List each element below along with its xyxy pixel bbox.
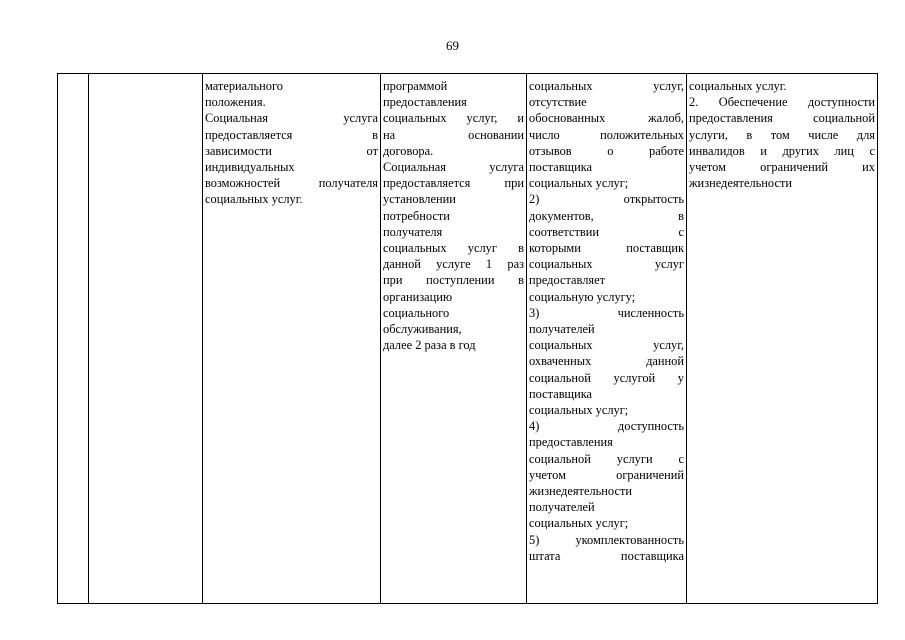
services-table [57,73,878,604]
cell-text-line: соответствии с [529,224,684,239]
cell-text-line: которыми поставщик [529,241,684,256]
cell-text-line: число положительных [529,127,684,142]
cell-text-line: инвалидов и других лиц с [689,143,875,158]
cell-text-line: зависимости от [205,143,378,158]
cell-text-line: поставщика [529,160,593,175]
cell-text-line: Социальная услуга [205,111,378,126]
cell-text-line: 4) доступность [529,419,684,434]
cell-text-line: получателей [529,500,595,515]
cell-text-line: учетом ограничений их [689,160,875,175]
cell-text-line: при поступлении в [383,273,524,288]
table-cell-number [58,74,89,604]
cell-text-line: установлении [383,192,456,207]
cell-text-line: социальных услуг, [529,338,684,353]
cell-text-line: организацию [383,289,453,304]
cell-text-line: социальных услуг. [205,192,303,207]
cell-text-line: штата поставщика [529,548,684,563]
cell-text-line: получателя [383,224,443,239]
cell-text-line: предоставляется при [383,176,524,191]
cell-text-line: предоставления социальной [689,111,875,126]
cell-text-line: возможностей получателя [205,176,378,191]
cell-text-line: обоснованных жалоб, [529,111,684,126]
cell-text-line: охваченных данной [529,354,684,369]
cell-text-line: индивидуальных [205,160,295,175]
cell-text-line: предоставления [529,435,613,450]
cell-text-line: поставщика [529,386,593,401]
table-cell-service-description [203,74,381,604]
cell-text-line: программой [383,79,448,93]
cell-text-line: материального [205,79,283,93]
cell-text-line: социальных услуг, [529,79,684,93]
cell-text-line: 2. Обеспечение доступности [689,95,875,110]
cell-text-line: социальной услугой у [529,370,684,385]
cell-text-line: предоставляет [529,273,606,288]
cell-text-line: 2) открытость [529,192,684,207]
cell-text-line: социальных услуг, и [383,111,524,126]
cell-text-line: 5) укомплектованность [529,532,684,547]
cell-text-line: 3) численность [529,305,684,320]
cell-text-line: социальных услуг; [529,516,629,531]
cell-text-line: далее 2 раза в год [383,338,476,353]
cell-text-line: жизнедеятельности [689,176,792,191]
cell-text-line: предоставляется в [205,127,378,142]
cell-text-line: данной услуге 1 раз [383,257,524,272]
cell-text-line: учетом ограничений [529,467,684,482]
cell-text-line: отсутствие [529,95,587,110]
cell-text-line: отзывов о работе [529,143,684,158]
cell-text-line: социального [383,305,450,320]
cell-text-line: социальных услуг. [689,79,787,93]
cell-text-line: социальной услуги с [529,451,684,466]
cell-text-line: Социальная услуга [383,160,524,175]
table-cell-service-name [89,74,203,604]
cell-text-line: социальных услуг; [529,176,629,191]
cell-text-line: на основании [383,127,524,142]
page-number: 69 [446,38,459,53]
cell-text-line: договора. [383,143,434,158]
cell-text-line: положения. [205,95,266,110]
cell-text-line: социальных услуг в [383,241,524,256]
cell-text-line: документов, в [529,208,684,223]
cell-text-line: социальную услугу; [529,289,636,304]
table-cell-service-terms [381,74,527,604]
table-cell-quality-indicators [527,74,687,604]
cell-text-line: социальных услуг [529,257,684,272]
cell-text-line: обслуживания, [383,322,462,337]
cell-text-line: потребности [383,208,450,223]
cell-text-line: услуги, в том числе для [689,127,875,142]
table-row [58,74,878,604]
cell-text-line: получателей [529,322,595,337]
table-cell-service-conditions [687,74,878,604]
cell-text-line: жизнедеятельности [529,484,632,499]
cell-text-line: социальных услуг; [529,403,629,418]
cell-text-line: предоставления [383,95,467,110]
